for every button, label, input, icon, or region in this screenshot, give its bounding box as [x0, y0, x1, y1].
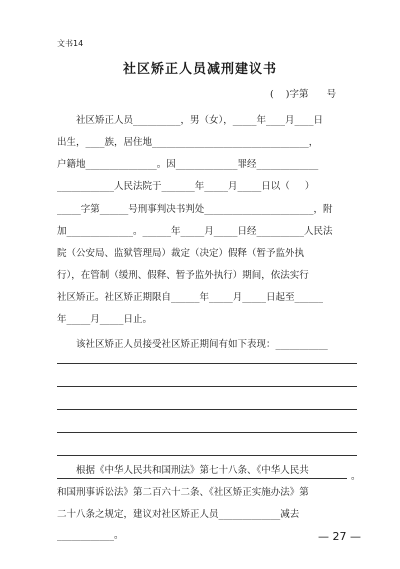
page-number: — 27 —: [318, 530, 361, 543]
paragraph3-line: 二十八条之规定，建议对社区矫正人员_____________减去: [57, 509, 300, 520]
paragraph3-line: ____________。: [57, 530, 124, 541]
paragraph3-line: 根据《中华人民共和国刑法》第七十八条、《中华人民共: [76, 465, 309, 476]
paragraph1-line: ____________人民法院于_______年_____月_____日以（ ）: [57, 181, 315, 192]
page-title: 社区矫正人员减刑建议书: [122, 62, 277, 77]
writing-line: [57, 432, 357, 433]
paragraph1-line: _____字第______号刑事判决书判处_______________________，附: [57, 204, 333, 215]
paragraph1-line: 社区矫正。社区矫正期限自______年_____月_____日起至______: [57, 292, 324, 303]
paragraph1-line: 社区矫正人员__________，男（女），_____年____月____日: [76, 115, 324, 126]
paragraph1-line: 年_____月_____日止。: [57, 314, 153, 325]
paragraph3-line: 和国刑事诉讼法》第二百六十二条、《社区矫正实施办法》第: [57, 487, 309, 498]
paragraph1-line: 加______________。______年_____月_____日经__________人民法: [57, 226, 333, 237]
paragraph1-line: 户籍地_______________。因_____________罪经_____________: [57, 159, 319, 170]
paragraph2-line: 该社区矫正人员接受社区矫正期间有如下表现：___________: [76, 339, 328, 350]
paragraph1-line: 行），在管制（缓刑、假释、暂予监外执行）期间，依法实行: [57, 270, 309, 281]
document-number: ( )字第 号: [270, 89, 337, 100]
paragraph1-line: 出生，____族，居住地_________________________________，: [57, 137, 319, 148]
document-code: 文书14: [57, 39, 84, 48]
writing-line: [57, 455, 357, 456]
writing-line: [57, 386, 357, 387]
end-mark: 。: [351, 471, 361, 482]
writing-line: [57, 363, 357, 364]
writing-line: [57, 478, 347, 479]
paragraph1-line: 院（公安局、监狱管理局）裁定（决定）假释（暂予监外执: [57, 248, 305, 259]
writing-line: [57, 409, 357, 410]
